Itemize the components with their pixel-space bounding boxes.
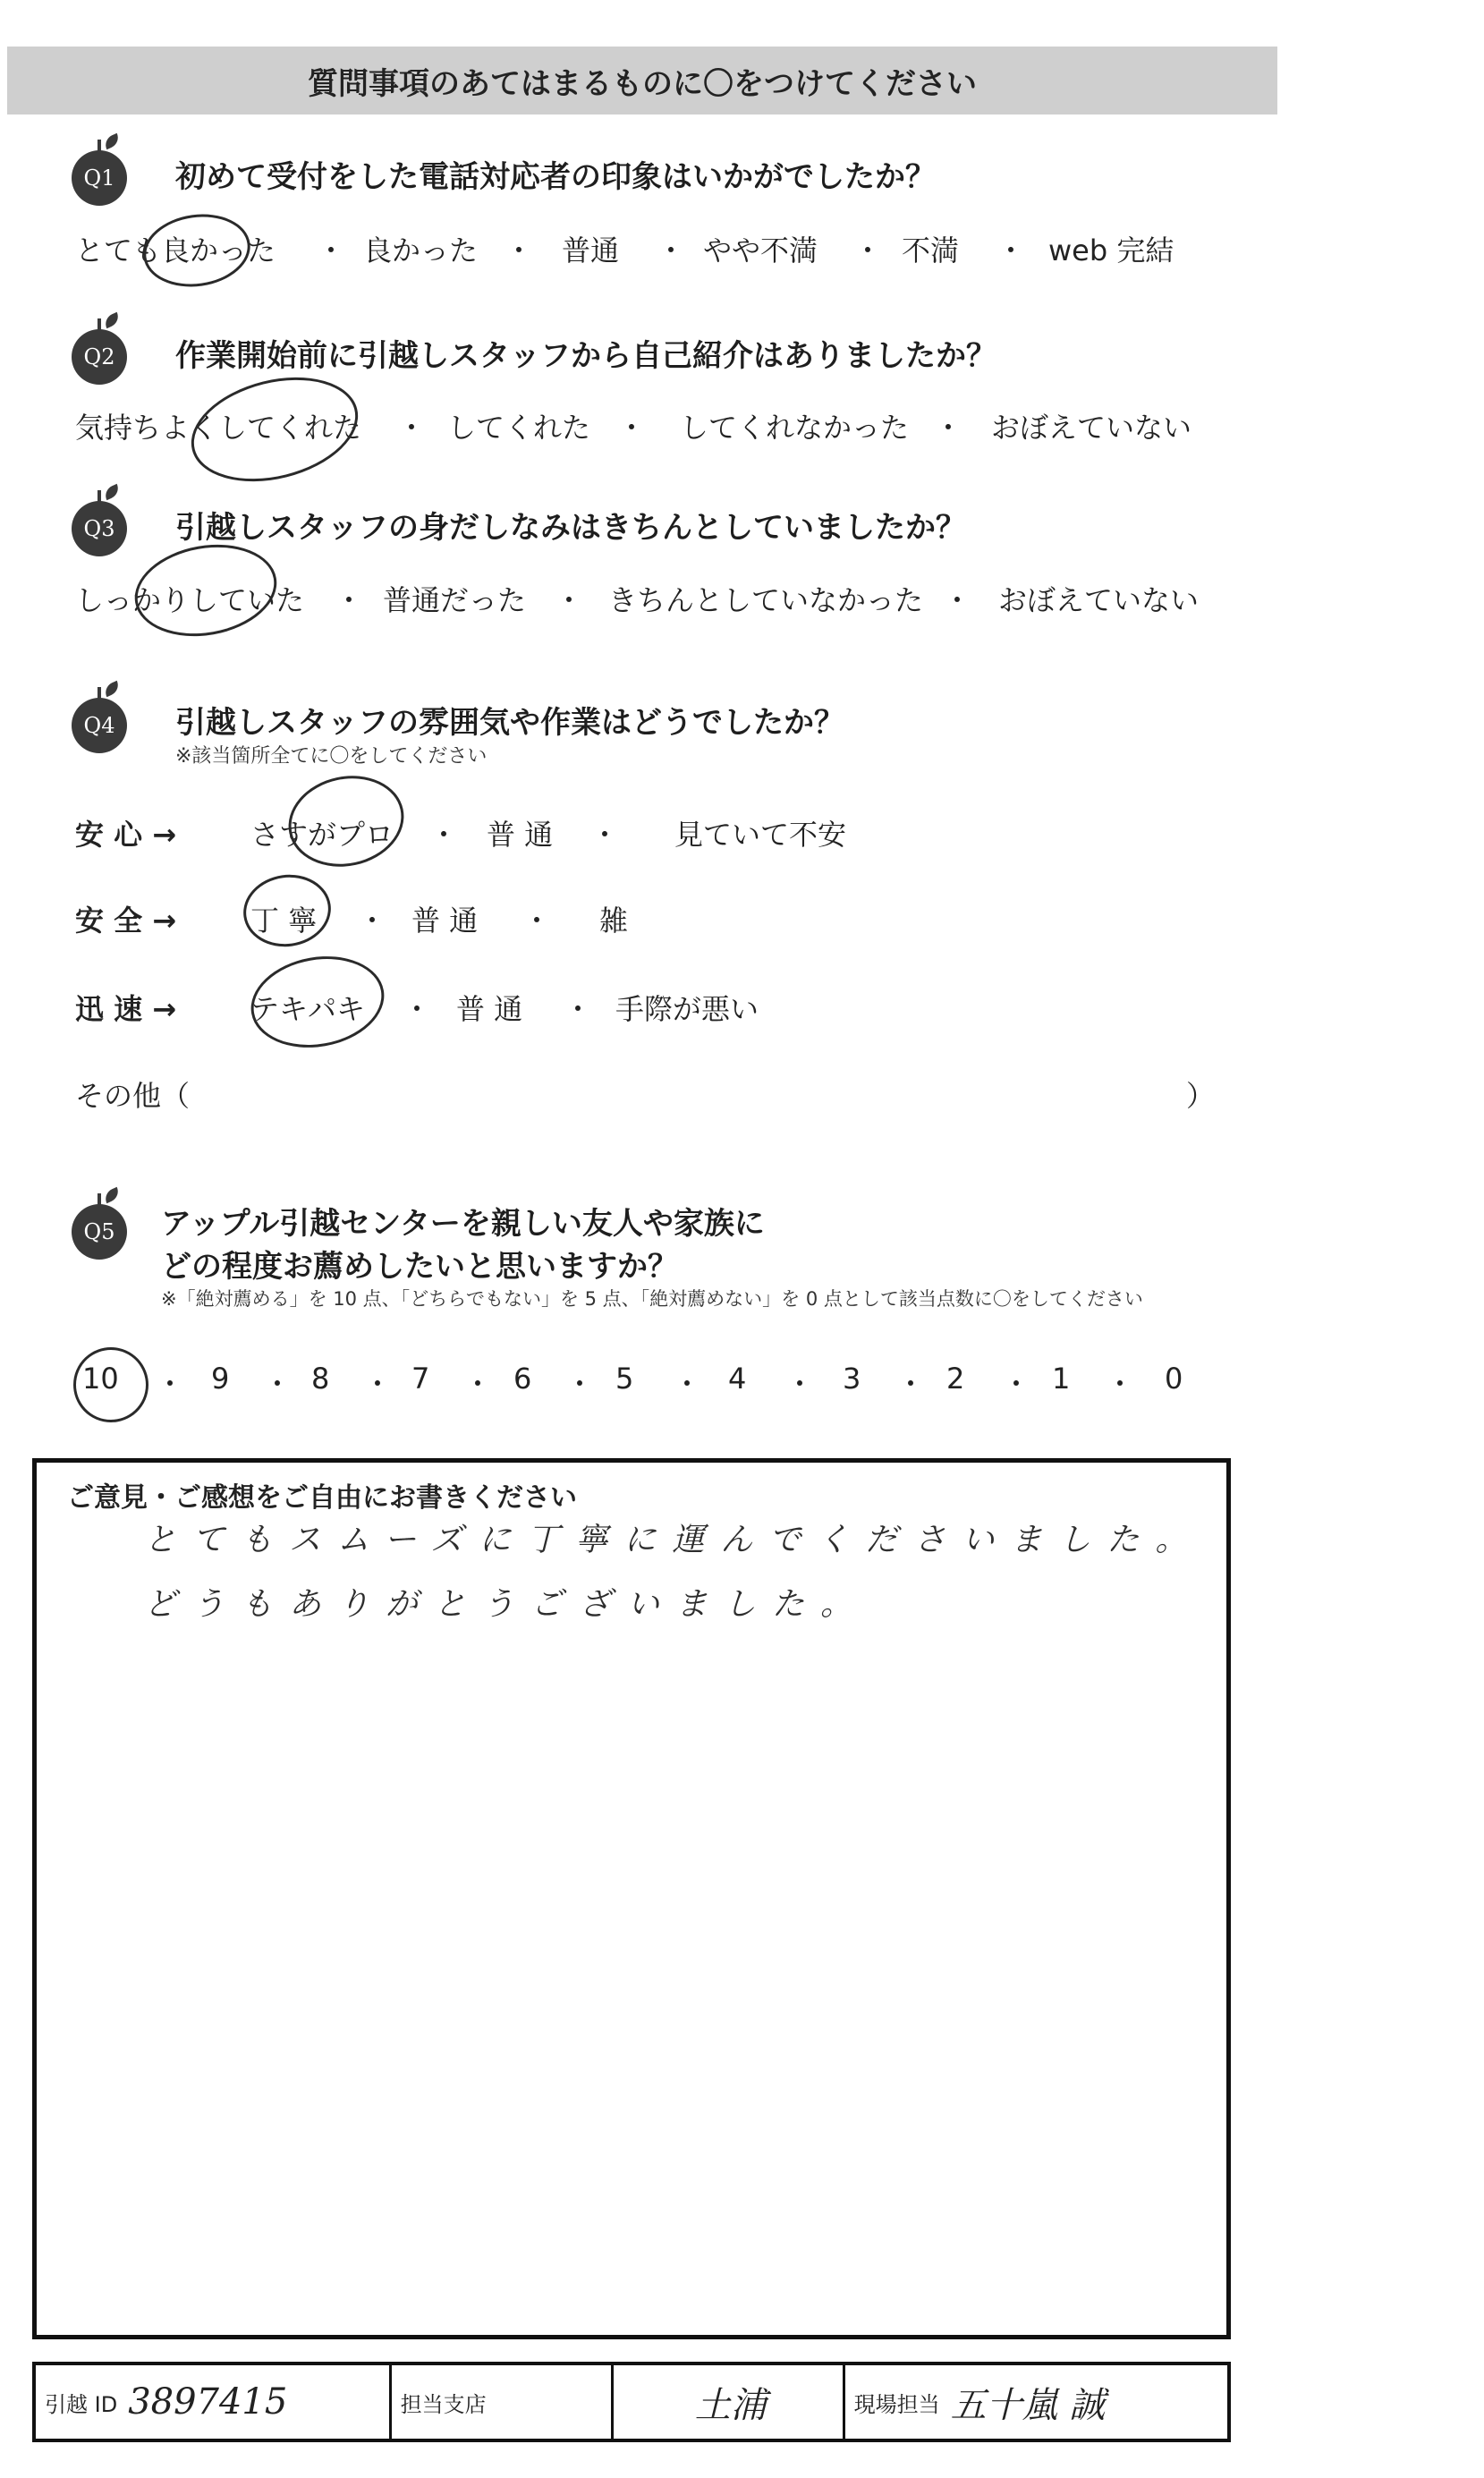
q1-selection-mark xyxy=(139,208,255,293)
q3-option-1[interactable]: しっかりしていた xyxy=(75,583,305,617)
separator: ・ xyxy=(429,818,459,852)
q4-anzen-selection-mark xyxy=(239,870,335,953)
q1-badge: Q1 xyxy=(72,150,127,206)
separator: ・ xyxy=(934,411,963,445)
separator: ・ xyxy=(785,1367,815,1401)
separator: ・ xyxy=(1106,1367,1135,1401)
apple-stem-icon xyxy=(98,687,101,700)
q5-title-line1: アップル引越センターを親しい友人や家族に xyxy=(161,1206,765,1242)
separator: ・ xyxy=(996,233,1026,267)
q1-option-2[interactable]: 良かった xyxy=(363,233,479,267)
staff-label: 現場担当 xyxy=(853,2391,940,2417)
branch-value-cell xyxy=(614,2365,844,2439)
q3-option-2[interactable]: 普通だった xyxy=(383,583,527,617)
q4-anshin-option-3[interactable]: 見ていて不安 xyxy=(674,818,847,852)
comment-handwriting-line-1: とてもスムーズに丁寧に運んでくださいました。 xyxy=(144,1522,1204,1558)
score-10[interactable]: 10 xyxy=(82,1362,119,1396)
q5-title-line2: どの程度お薦めしたいと思いますか？ xyxy=(161,1249,678,1285)
q2-option-1[interactable]: 気持ちよくしてくれた xyxy=(75,411,362,445)
apple-stem-icon xyxy=(98,1193,101,1206)
branch-cell xyxy=(392,2365,615,2439)
separator: ・ xyxy=(403,992,432,1026)
score-4[interactable]: 4 xyxy=(728,1362,747,1396)
q2-selection-mark xyxy=(181,361,369,498)
separator: ・ xyxy=(565,1367,595,1401)
comment-box[interactable] xyxy=(32,1458,1231,2339)
score-5[interactable]: 5 xyxy=(615,1362,634,1396)
separator: ・ xyxy=(522,904,552,938)
separator: ・ xyxy=(317,233,346,267)
q2-option-4[interactable]: おぼえていない xyxy=(991,411,1192,445)
q1-title: 初めて受付をした電話対応者の印象はいかがでしたか？ xyxy=(175,159,936,195)
score-7[interactable]: 7 xyxy=(411,1362,430,1396)
q4-badge: Q4 xyxy=(72,698,127,753)
separator: ・ xyxy=(555,583,584,617)
move-id-value: 3897415 xyxy=(128,2381,288,2423)
move-id-cell xyxy=(36,2365,392,2439)
separator: ・ xyxy=(335,583,364,617)
score-0[interactable]: 0 xyxy=(1165,1362,1183,1396)
q2-option-2[interactable]: してくれた xyxy=(447,411,591,445)
separator: ・ xyxy=(463,1367,493,1401)
q4-other-label: その他（ xyxy=(75,1079,191,1113)
separator: ・ xyxy=(896,1367,926,1401)
q4-anshin-option-1[interactable]: さすがプロ xyxy=(250,818,394,852)
separator: ・ xyxy=(853,233,883,267)
branch-value: 土浦 xyxy=(694,2384,767,2426)
separator: ・ xyxy=(1002,1367,1031,1401)
score-8[interactable]: 8 xyxy=(311,1362,330,1396)
staff-value: 五十嵐 誠 xyxy=(950,2384,1106,2426)
q1-option-1[interactable]: とても良かった xyxy=(75,233,276,267)
q1-option-6[interactable]: web 完結 xyxy=(1048,233,1174,267)
separator: ・ xyxy=(673,1367,702,1401)
q3-selection-mark xyxy=(128,534,284,647)
separator: ・ xyxy=(617,411,647,445)
q1-option-5[interactable]: 不満 xyxy=(902,233,960,267)
q4-anshin-option-2[interactable]: 普 通 xyxy=(487,818,554,852)
footer-table xyxy=(32,2362,1231,2442)
q2-badge: Q2 xyxy=(72,329,127,385)
separator: ・ xyxy=(156,1367,185,1401)
q5-selection-mark xyxy=(67,1341,154,1428)
q4-other-close: ） xyxy=(1186,1079,1216,1113)
apple-leaf-icon xyxy=(102,1187,121,1203)
comment-handwriting-line-2: どうもありがとうございました。 xyxy=(144,1586,869,1623)
q4-row-label: 安 心 → xyxy=(75,818,177,852)
apple-leaf-icon xyxy=(102,133,121,149)
score-6[interactable]: 6 xyxy=(513,1362,532,1396)
q2-title: 作業開始前に引越しスタッフから自己紹介はありましたか？ xyxy=(175,338,996,374)
q4-anzen-option-3[interactable]: 雑 xyxy=(599,904,629,938)
header-title: 質問事項のあてはまるものに〇をつけてください xyxy=(308,65,977,102)
score-2[interactable]: 2 xyxy=(946,1362,965,1396)
q4-anzen-option-2[interactable]: 普 通 xyxy=(411,904,479,938)
q4-anzen-option-1[interactable]: 丁 寧 xyxy=(250,904,318,938)
apple-stem-icon xyxy=(98,318,101,331)
apple-stem-icon xyxy=(98,140,101,152)
separator: ・ xyxy=(505,233,534,267)
staff-cell xyxy=(845,2365,1227,2439)
q4-jinsoku-option-3[interactable]: 手際が悪い xyxy=(615,992,759,1026)
separator: ・ xyxy=(358,904,387,938)
separator: ・ xyxy=(564,992,593,1026)
q4-title: 引越しスタッフの雰囲気や作業はどうでしたか？ xyxy=(175,705,844,741)
comment-title: ご意見・ご感想をご自由にお書きください xyxy=(67,1482,577,1514)
apple-leaf-icon xyxy=(102,312,121,328)
score-9[interactable]: 9 xyxy=(211,1362,230,1396)
q3-option-4[interactable]: おぼえていない xyxy=(998,583,1200,617)
score-1[interactable]: 1 xyxy=(1052,1362,1071,1396)
q4-row-label: 安 全 → xyxy=(75,904,177,938)
apple-stem-icon xyxy=(98,490,101,503)
q4-other-input[interactable] xyxy=(211,1109,1177,1110)
q3-badge: Q3 xyxy=(72,501,127,556)
q3-title: 引越しスタッフの身だしなみはきちんとしていましたか？ xyxy=(175,510,966,546)
q5-badge: Q5 xyxy=(72,1204,127,1260)
q1-option-3[interactable]: 普通 xyxy=(562,233,620,267)
q4-jinsoku-option-1[interactable]: テキパキ xyxy=(250,992,366,1026)
q3-option-3[interactable]: きちんとしていなかった xyxy=(608,583,924,617)
q5-note: ※「絶対薦める」を 10 点、「どちらでもない」を 5 点、「絶対薦めない」を 0 点として該当点数に〇をしてください xyxy=(161,1288,1143,1310)
separator: ・ xyxy=(590,818,620,852)
score-3[interactable]: 3 xyxy=(843,1362,861,1396)
q4-jinsoku-option-2[interactable]: 普 通 xyxy=(456,992,523,1026)
q4-jinsoku-selection-mark xyxy=(243,946,391,1058)
apple-leaf-icon xyxy=(102,484,121,500)
q1-option-4[interactable]: やや不満 xyxy=(703,233,818,267)
separator: ・ xyxy=(943,583,972,617)
instructions-header xyxy=(7,47,1277,115)
branch-label: 担当支店 xyxy=(400,2391,487,2417)
q2-option-3[interactable]: してくれなかった xyxy=(680,411,910,445)
separator: ・ xyxy=(397,411,427,445)
q4-row-label: 迅 速 → xyxy=(75,992,177,1026)
q4-anshin-selection-mark xyxy=(280,766,412,878)
separator: ・ xyxy=(263,1367,293,1401)
apple-leaf-icon xyxy=(102,681,121,697)
separator: ・ xyxy=(363,1367,393,1401)
separator: ・ xyxy=(657,233,686,267)
q4-note: ※該当箇所全てに〇をしてください xyxy=(175,745,488,768)
move-id-label: 引越 ID xyxy=(45,2391,118,2417)
